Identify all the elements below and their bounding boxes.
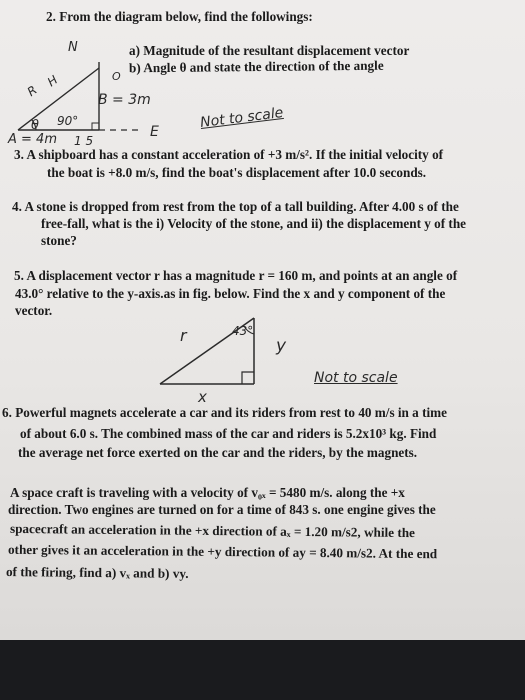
hw-theta: θ [31, 118, 39, 133]
q6-line-1: 6. Powerful magnets accelerate a car and its riders from rest to 40 m/s in a time [2, 405, 447, 420]
q6-line-3: the average net force exerted on the car and the riders, by the magnets. [18, 445, 418, 460]
q2-heading: 2. From the diagram below, find the followings: [46, 9, 313, 24]
hw-vector-x: x [198, 388, 207, 406]
hw-resultant-h: H [44, 72, 61, 90]
q5-line-2: 43.0° relative to the y-axis.as in fig. below. Find the x and y component of the [15, 286, 446, 301]
q7-line-2: direction. Two engines are turned on for a time of 843 s. one engine gives the [8, 502, 436, 517]
hw-vector-y: y [276, 336, 287, 356]
hw-not-to-scale-2: Not to scale [314, 370, 398, 386]
q3-line-2: the boat is +8.0 m/s, find the boat's displacement after 10.0 seconds. [47, 165, 427, 180]
q7-line-1: A space craft is traveling with a velocity of v₀ₓ = 5480 m/s. along the +x [10, 485, 405, 500]
q6-line-2: of about 6.0 s. The combined mass of the car and riders is 5.2x10³ kg. Find [20, 426, 437, 441]
q5-line-1: 5. A displacement vector r has a magnitude r = 160 m, and points at an angle of [14, 268, 458, 283]
right-angle-mark [92, 123, 99, 130]
q4-line-2: free-fall, what is the i) Velocity of the stone, and ii) the displacement y of the [41, 216, 467, 231]
hw-vector-b: B = 3m [98, 92, 151, 108]
q5-line-3: vector. [15, 303, 53, 318]
photo-dark-edge [0, 640, 525, 700]
hw-resultant-r: R [24, 82, 40, 100]
q3-line-1: 3. A shipboard has a constant acceleration of +3 m/s². If the initial velocity of [14, 147, 444, 162]
hw-origin-o: O [112, 70, 121, 83]
q7-line-3: spacecraft an acceleration in the +x direction of aₓ = 1.20 m/s2, while the [9, 520, 416, 541]
hw-vector-a: A = 4m [8, 132, 57, 147]
hw-angle-43: 43° [232, 324, 254, 338]
q2-part-a: a) Magnitude of the resultant displacement vector [129, 43, 410, 58]
q2-part-b: b) Angle θ and state the direction of the angle [128, 57, 384, 76]
right-angle-box [242, 372, 254, 384]
q7-line-4: other gives it an acceleration in the +y direction of ay = 8.40 m/s2. At the end [7, 541, 438, 562]
hw-extra-digits: 1 5 [74, 134, 94, 148]
hw-east-label: E [150, 124, 159, 140]
q7-line-5: of the firing, find a) vₓ and b) vy. [5, 564, 189, 581]
hw-not-to-scale-1: Not to scale [199, 104, 285, 132]
hw-right-angle: 90° [57, 114, 79, 128]
q4-line-1: 4. A stone is dropped from rest from the top of a tall building. After 4.00 s of the [12, 199, 459, 214]
hw-vector-r: r [180, 326, 187, 345]
q4-line-3: stone? [41, 233, 77, 248]
hw-north-label: N [68, 40, 78, 55]
